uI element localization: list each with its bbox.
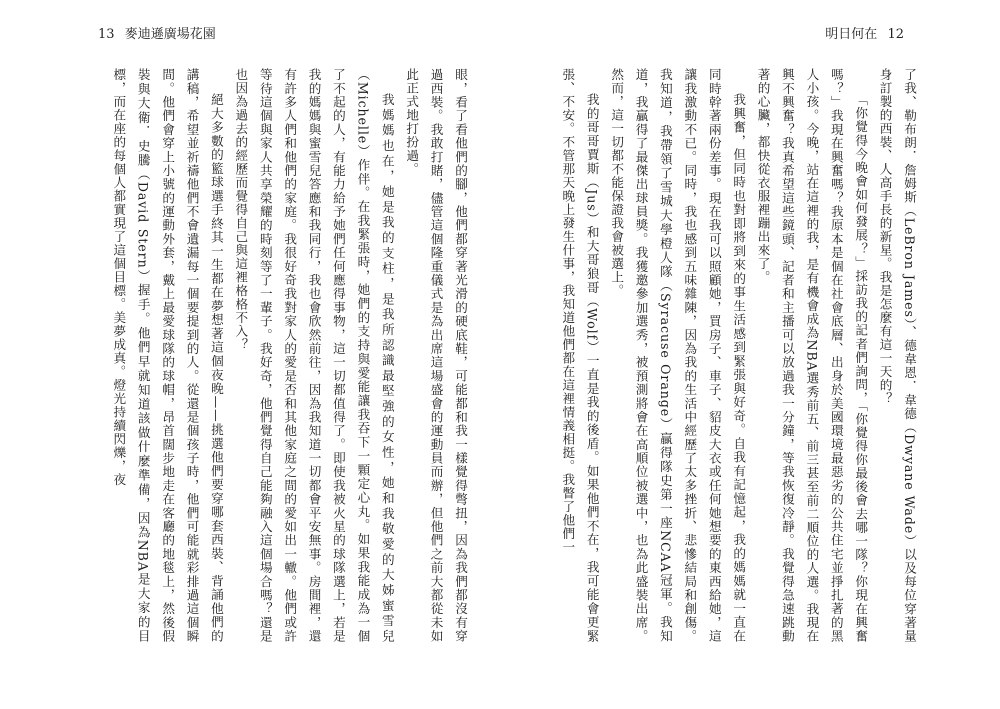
right-paragraph: 我興奮，但同時也對即將到來的事生活感到緊張與好奇。自我有記憶起，我的媽媽就一直在同時幹著兩份差事。現在我可以照顧她，買房子、車子、貂皮大衣或任何她想要的東西給她，這讓我激動不已。同時，我也感到五味雜陳，因為我的生活中經歷了太多挫折、悲慘結局和創傷。我知道，我帶領了雪城大學橙人隊（Syracuse Orange）贏得隊史第一座NCAA冠軍。我知道，我贏得了最傑出球員獎。我獲邀參加選秀，被預測將會在高順位被選中，也為此盛裝出席。然而，這一切都不能保證我會被選上。 (609, 68, 747, 643)
right-page-header (825, 27, 910, 43)
right-running-head: 明日何在 (825, 27, 878, 42)
left-running-head: 麥迪遜廣場花園 (124, 27, 216, 42)
left-paragraph: 眼，看了看他們的腳，他們都穿著光滑的硬底鞋，可能都和我一樣覺得彆扭，因為我們都沒有穿過西裝。我敢打賭，儘管這個隆重儀式是為出席這場盛會的運動員而辦，但他們之前大都從未如此正式地打扮過。 (404, 68, 468, 643)
right-page-number: 12 (887, 27, 904, 42)
left-paragraph: 絕大多數的籃球選手終其一生都在夢想著這個夜晚——挑選他們要穿哪套西裝、背誦他們的講稿，希望並祈禱他們不會遺漏每一個要提到的人。從還是個孩子時，他們可能就彩排過這個瞬間。他們會穿上小號的運動外套，戴上最愛球隊的球帽，昂首闊步地走在客廳的地毯上，然後假裝與大衛．史騰（David Stern）握手。他們早就知道該做什麼準備，因為NBA是大家的目標，而在座的每個人都實現了這個目標。美夢成真。燈光持續閃爍，夜 (111, 68, 224, 643)
left-page-number: 13 (98, 27, 115, 42)
right-paragraph: 了我、勒布朗．詹姆斯（LeBron James）、德韋恩．韋德（Dwyane Wade）以及每位穿著量身訂製的西裝、人高手長的新星。我是怎麼有這一天的？ (877, 68, 917, 643)
right-paragraph: 我的哥哥賈斯（Jus）和大哥狼哥（Wolf）一直是我的後盾。如果他們不在，我可能會更緊張、不安。不管那天晚上發生什事，我知道他們都在這裡情義相挺。我瞥了他們一 (560, 68, 600, 643)
left-page-body (84, 68, 472, 643)
left-page-header (92, 27, 216, 43)
right-paragraph: 「你覺得今晚會如何發展？」採訪我的記者們詢問，「你覺得你最後會去哪一隊？你現在興奮嗎？」我現在興奮嗎？我原本是個在社會底層、出身於美國環境最惡劣的公共住宅並掙扎著的黑人小孩。今晚，站在這裡的我，是有機會成為NBA選秀前五、前三甚至前二順位的人選。我現在興不興奮？我真希望這些鏡頭、記者和主播可以放過我一分鐘，等我恢復冷靜。我覺得急速跳動著的心臟，都快從衣服裡蹦出來了。 (755, 68, 869, 643)
right-page-body (539, 68, 921, 643)
left-paragraph: 我媽媽也在，她是我的支柱，是我所認識最堅強的女性，她和我敬愛的大姊蜜雪兒（Michelle）作伴。在我緊張時，她們的支持與愛能讓我吞下一顆定心丸。如果我能成為一個了不起的人，有能力給予她們任何應得事物，這一切都值得了。即使我被火星的球隊選上，若是我的媽媽與蜜雪兒答應和我同行，我也會欣然前往，因為我知道一切都會平安無事。房間裡，還有許多人們和他們的家庭。我很好奇我對家人的愛是否和其他家庭之間的愛如出一轍。他們或許等待這個與家人共享榮耀的時刻等了一輩子。我好奇，他們覺得自己能夠融入這個場合嗎？還是也因為過去的經歷而覺得自己與這裡格格不入？ (233, 68, 395, 643)
